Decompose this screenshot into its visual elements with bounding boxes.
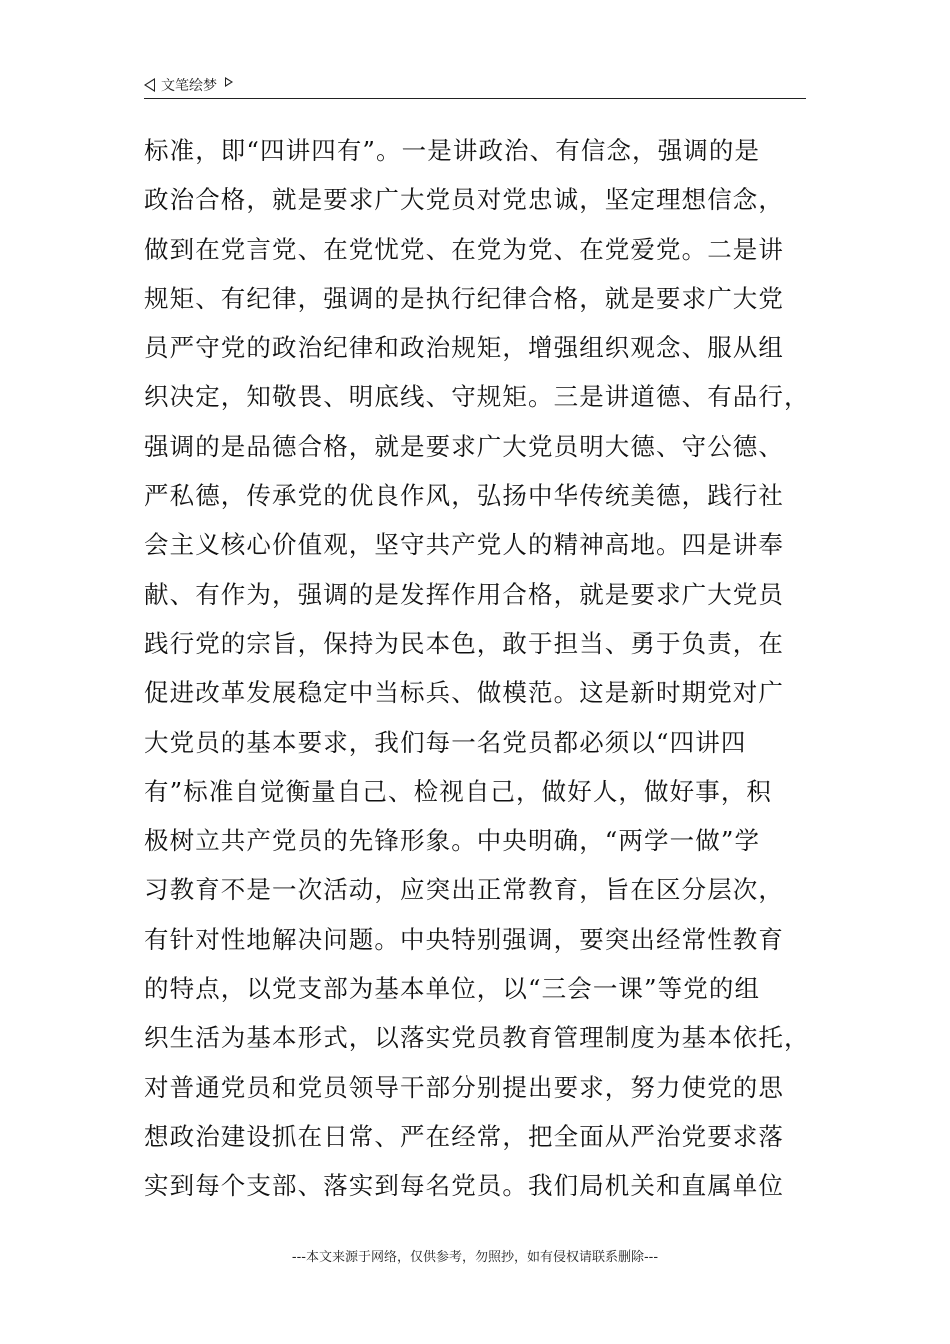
text-line: 严私德，传承党的优良作风，弘扬中华传统美德，践行社 [144, 481, 784, 511]
text-line: 极树立共产党员的先锋形象。中央明确，“两学一做”学 [144, 826, 761, 856]
text-line: 规矩、有纪律，强调的是执行纪律合格，就是要求广大党 [144, 283, 784, 313]
page-header [144, 72, 806, 99]
text-line: 习教育不是一次活动，应突出正常教育，旨在区分层次， [144, 875, 784, 905]
text-line: 的特点，以党支部为基本单位，以“三会一课”等党的组 [144, 974, 761, 1004]
text-line: 织生活为基本形式，以落实党员教育管理制度为基本依托， [144, 1023, 810, 1053]
text-line: 织决定，知敬畏、明底线、守规矩。三是讲道德、有品行， [144, 382, 810, 412]
left-triangle-icon [144, 78, 155, 92]
text-line: 标准，即“四讲四有”。一是讲政治、有信念，强调的是 [144, 136, 761, 165]
text-line: 促进改革发展稳定中当标兵、做模范。这是新时期党对广 [144, 678, 784, 708]
text-line: 员严守党的政治纪律和政治规矩，增强组织观念、服从组 [144, 333, 784, 363]
text-line: 有针对性地解决问题。中央特别强调，要突出经常性教育 [144, 924, 784, 954]
right-triangle-icon [225, 77, 233, 87]
text-line: 政治合格，就是要求广大党员对党忠诚，坚定理想信念， [144, 185, 784, 215]
text-line: 想政治建设抓在日常、严在经常，把全面从严治党要求落 [144, 1121, 784, 1151]
text-line: 会主义核心价值观，坚守共产党人的精神高地。四是讲奉 [144, 530, 784, 560]
text-line: 做到在党言党、在党忧党、在党为党、在党爱党。二是讲 [144, 234, 784, 264]
text-line: 有”标准自觉衡量自己、检视自己，做好人，做好事，积 [144, 776, 773, 806]
text-line: 践行党的宗旨，保持为民本色，敢于担当、勇于负责，在 [144, 628, 784, 658]
text-line: 大党员的基本要求，我们每一名党员都必须以“四讲四 [144, 727, 747, 757]
page-footer: ---本文来源于网络，仅供参考，勿照抄，如有侵权请联系删除--- [291, 1250, 659, 1265]
text-line: 强调的是品德合格，就是要求广大党员明大德、守公德、 [144, 431, 784, 461]
text-line: 实到每个支部、落实到每名党员。我们局机关和直属单位 [144, 1171, 784, 1201]
header-title: 文笔绘梦 [161, 78, 217, 94]
text-line: 献、有作为，强调的是发挥作用合格，就是要求广大党员 [144, 579, 784, 609]
body-text [144, 126, 814, 1211]
text-line: 对普通党员和党员领导干部分别提出要求，努力使党的思 [144, 1072, 784, 1102]
